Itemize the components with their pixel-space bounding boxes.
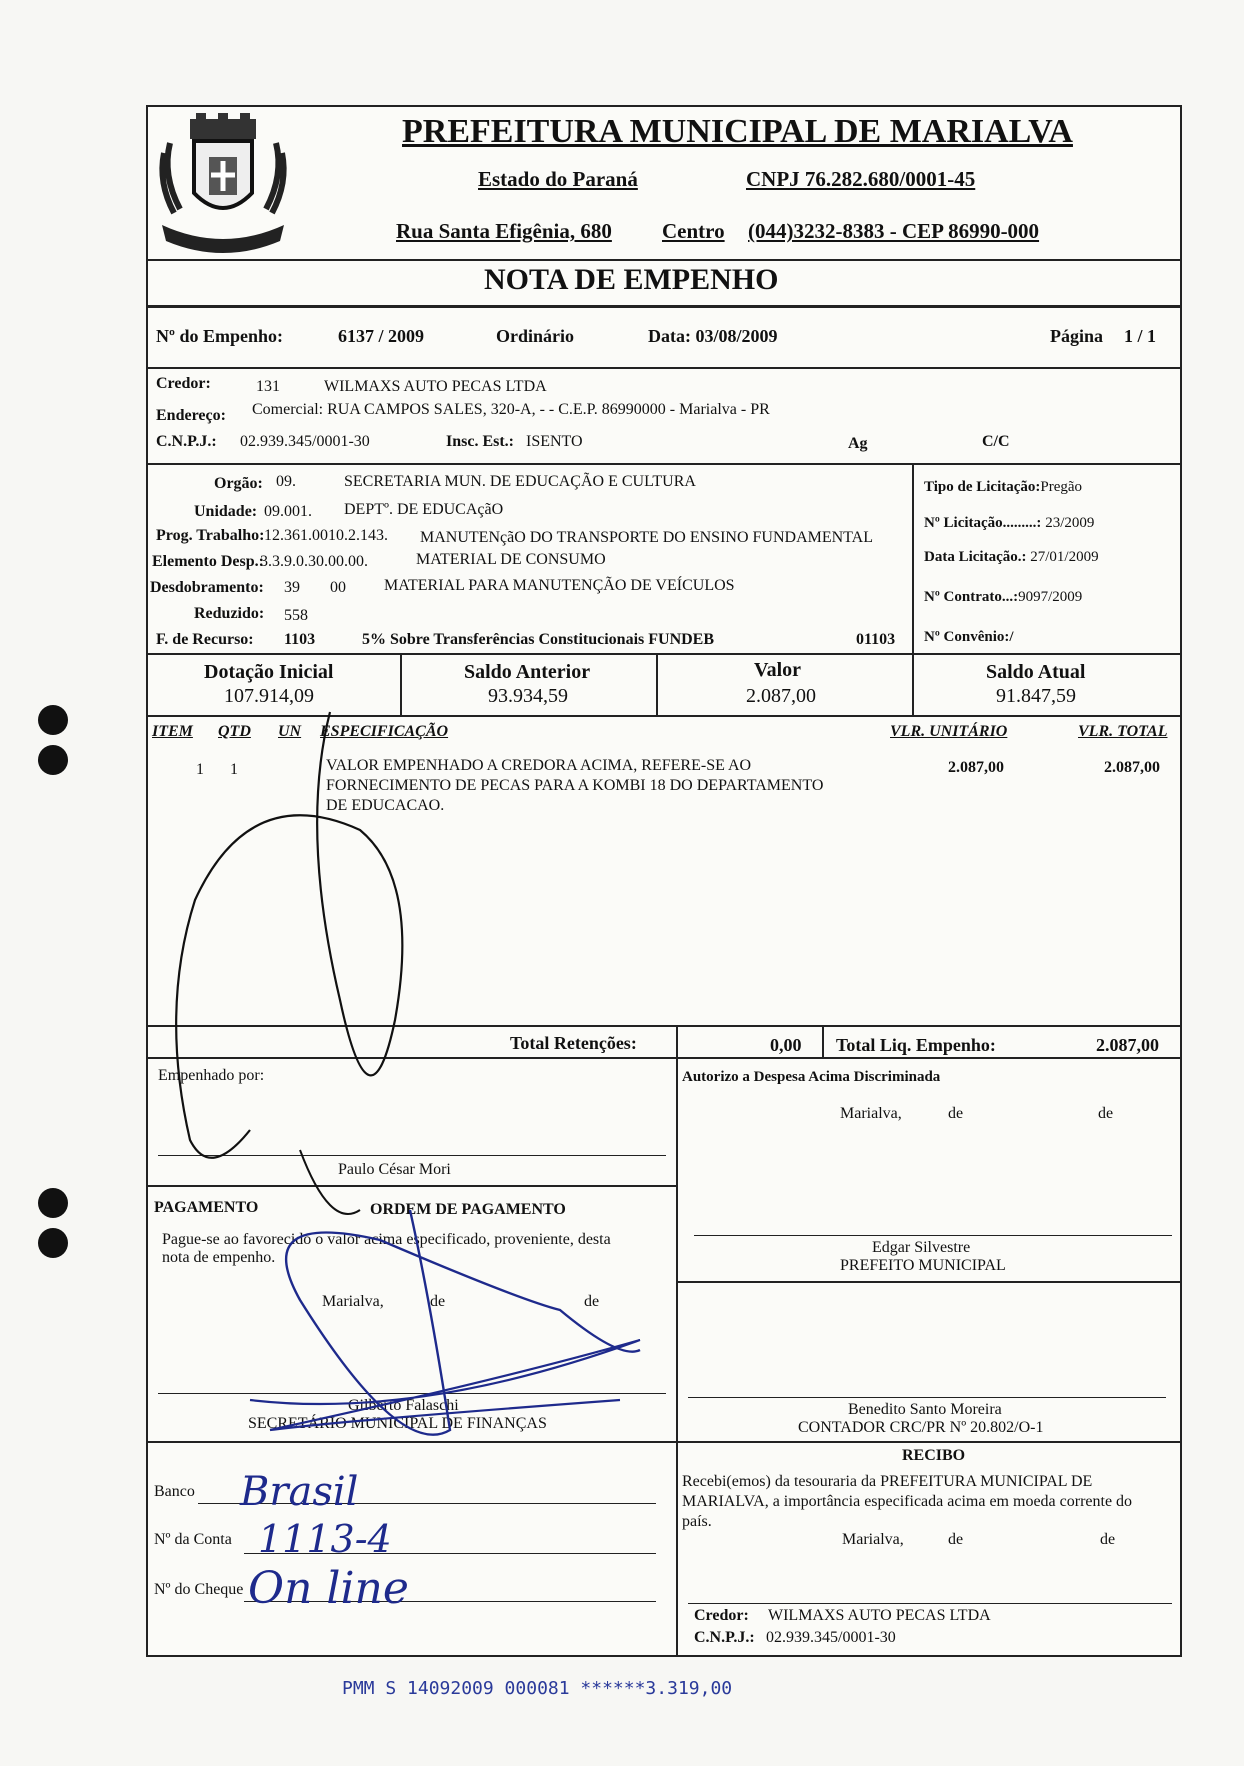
- item-qty: 1: [230, 761, 238, 778]
- handwritten-cheque: On line: [248, 1563, 409, 1614]
- credor-cnpj-label: C.N.P.J.:: [156, 433, 217, 450]
- recibo-credor-name: WILMAXS AUTO PECAS LTDA: [768, 1607, 991, 1624]
- elemento-label: Elemento Desp.:: [152, 553, 264, 570]
- contador-name: Benedito Santo Moreira: [848, 1401, 1002, 1418]
- licitacao-type-label: Tipo de Licitação:Pregão: [924, 479, 1083, 495]
- binder-hole: [38, 1228, 68, 1258]
- recibo-cnpj: 02.939.345/0001-30: [766, 1629, 896, 1646]
- valor-label: Valor: [754, 659, 802, 681]
- desdobramento-sub: 00: [330, 579, 346, 596]
- item-number: 1: [196, 761, 204, 778]
- unidade-code: 09.001.: [264, 503, 312, 520]
- secretario-title: SECRETÁRIO MUNICIPAL DE FINANÇAS: [248, 1415, 547, 1432]
- prog-name: MANUTENçãO DO TRANSPORTE DO ENSINO FUNDAMENTAL: [420, 529, 873, 546]
- handwritten-banco: Brasil: [240, 1469, 359, 1515]
- item-total-value: 2.087,00: [1104, 759, 1160, 776]
- recibo-de1: de: [948, 1531, 964, 1548]
- elemento-code: 3.3.9.0.30.00.00.: [260, 553, 368, 570]
- address-label: Endereço:: [156, 407, 226, 424]
- contador-title: CONTADOR CRC/PR Nº 20.802/O-1: [798, 1419, 1044, 1436]
- credor-address: Comercial: RUA CAMPOS SALES, 320-A, - - C.E.P. 86990000 - Marialva - PR: [252, 401, 770, 418]
- conta-label: Nº da Conta: [154, 1531, 232, 1548]
- page-label: Página: [1050, 326, 1104, 346]
- autorizo-label: Autorizo a Despesa Acima Discriminada: [682, 1069, 941, 1085]
- header-cnpj: CNPJ 76.282.680/0001-45: [746, 167, 976, 191]
- binder-hole: [38, 705, 68, 735]
- orgao-label: Orgão:: [214, 475, 263, 492]
- recurso-extra: 01103: [856, 631, 896, 648]
- prefeito-title: PREFEITO MUNICIPAL: [840, 1257, 1006, 1274]
- credor-code: 131: [256, 378, 280, 395]
- binder-hole: [38, 1188, 68, 1218]
- credor-name: WILMAXS AUTO PECAS LTDA: [324, 378, 547, 395]
- pagamento-de2: de: [584, 1293, 600, 1310]
- item-unit-value: 2.087,00: [948, 759, 1004, 776]
- recurso-code: 1103: [284, 631, 316, 648]
- ie-value: ISENTO: [526, 433, 583, 450]
- pagamento-label: PAGAMENTO: [154, 1199, 259, 1216]
- account-label: C/C: [982, 433, 1010, 450]
- col-spec-header: ESPECIFICAÇÃO: [320, 723, 449, 740]
- col-un-header: UN: [278, 723, 302, 740]
- saldo-anterior-label: Saldo Anterior: [464, 661, 591, 683]
- recibo-de2: de: [1100, 1531, 1116, 1548]
- total-liquido-value: 2.087,00: [1096, 1035, 1159, 1055]
- header-street: Rua Santa Efigênia, 680: [396, 219, 612, 243]
- desdobramento-code: 39: [284, 579, 300, 596]
- autorizo-de2: de: [1098, 1105, 1114, 1122]
- agency-label: Ag: [848, 435, 868, 452]
- retencoes-label: Total Retenções:: [510, 1033, 637, 1053]
- orgao-name: SECRETARIA MUN. DE EDUCAÇÃO E CULTURA: [344, 473, 696, 490]
- credor-label: Credor:: [156, 375, 211, 392]
- empenho-number-label: Nº do Empenho:: [156, 326, 283, 346]
- prog-label: Prog. Trabalho:: [156, 527, 265, 544]
- recibo-line3: país.: [682, 1513, 712, 1530]
- col-total-value-header: VLR. TOTAL: [1078, 723, 1168, 740]
- autorizo-de1: de: [948, 1105, 964, 1122]
- prog-code: 12.361.0010.2.143.: [264, 527, 388, 544]
- banco-label: Banco: [154, 1483, 195, 1500]
- empenhado-por-name: Paulo César Mori: [338, 1161, 451, 1178]
- header-phone-cep: (044)3232-8383 - CEP 86990-000: [748, 219, 1040, 243]
- pague-se-line1: Pague-se ao favorecido o valor acima especificado, proveniente, desta: [162, 1231, 611, 1248]
- reduzido-label: Reduzido:: [194, 605, 265, 622]
- recibo-line1: Recebi(emos) da tesouraria da PREFEITURA MUNICIPAL DE: [682, 1473, 1093, 1490]
- orgao-code: 09.: [276, 473, 296, 490]
- convenio-number: Nº Convênio:/: [924, 629, 1014, 645]
- cheque-label: Nº do Cheque: [154, 1581, 244, 1598]
- header-district: Centro: [662, 219, 725, 243]
- empenho-date: Data: 03/08/2009: [648, 326, 778, 346]
- elemento-name: MATERIAL DE CONSUMO: [416, 551, 606, 568]
- saldo-atual-value: 91.847,59: [996, 685, 1076, 707]
- recibo-city: Marialva,: [842, 1531, 904, 1548]
- recibo-credor-label: Credor:: [694, 1607, 749, 1624]
- recibo-line2: MARIALVA, a importância especificada acima em moeda corrente do: [682, 1493, 1133, 1510]
- dotacao-label: Dotação Inicial: [204, 661, 334, 683]
- col-unit-value-header: VLR. UNITÁRIO: [890, 723, 1008, 740]
- handwritten-conta: 1113-4: [258, 1517, 392, 1561]
- empenhado-por-label: Empenhado por:: [158, 1067, 265, 1084]
- desdobramento-label: Desdobramento:: [150, 579, 264, 596]
- coat-of-arms-logo: [154, 113, 292, 263]
- credor-cnpj: 02.939.345/0001-30: [240, 433, 370, 450]
- pagamento-city: Marialva,: [322, 1293, 384, 1310]
- pagamento-de1: de: [430, 1293, 446, 1310]
- licitacao-number: Nº Licitação.........: 23/2009: [924, 515, 1095, 531]
- retencoes-value: 0,00: [770, 1035, 802, 1055]
- header-title: PREFEITURA MUNICIPAL DE MARIALVA: [402, 113, 1073, 150]
- item-spec-line2: FORNECIMENTO DE PECAS PARA A KOMBI 18 DO DEPARTAMENTO: [326, 777, 824, 794]
- autorizo-city: Marialva,: [840, 1105, 902, 1122]
- saldo-anterior-value: 93.934,59: [488, 685, 568, 707]
- saldo-atual-label: Saldo Atual: [986, 661, 1086, 683]
- document-title: NOTA DE EMPENHO: [484, 263, 779, 296]
- reduzido-value: 558: [284, 607, 308, 624]
- prefeito-name: Edgar Silvestre: [872, 1239, 971, 1256]
- item-spec-line1: VALOR EMPENHADO A CREDORA ACIMA, REFERE-SE AO: [326, 757, 752, 774]
- recurso-name: 5% Sobre Transferências Constitucionais FUNDEB: [362, 631, 715, 648]
- total-liquido-label: Total Liq. Empenho:: [836, 1035, 996, 1055]
- unidade-name: DEPTº. DE EDUCAçãO: [344, 501, 504, 518]
- item-spec-line3: DE EDUCACAO.: [326, 797, 445, 814]
- ie-label: Insc. Est.:: [446, 433, 515, 450]
- col-item-header: ITEM: [152, 723, 193, 740]
- licitacao-date: Data Licitação.: 27/01/2009: [924, 549, 1099, 565]
- ordem-pagamento-label: ORDEM DE PAGAMENTO: [370, 1201, 566, 1218]
- valor-value: 2.087,00: [746, 685, 816, 707]
- empenho-number: 6137 / 2009: [338, 326, 425, 346]
- recurso-label: F. de Recurso:: [156, 631, 254, 648]
- dotacao-value: 107.914,09: [224, 685, 314, 707]
- header-state: Estado do Paraná: [478, 167, 638, 191]
- empenho-type: Ordinário: [496, 326, 575, 346]
- page-number: 1 / 1: [1124, 326, 1157, 346]
- contrato-number: Nº Contrato...:9097/2009: [924, 589, 1083, 605]
- recibo-cnpj-label: C.N.P.J.:: [694, 1629, 755, 1646]
- binder-hole: [38, 745, 68, 775]
- col-qtd-header: QTD: [218, 723, 251, 740]
- desdobramento-name: MATERIAL PARA MANUTENÇÃO DE VEÍCULOS: [384, 577, 735, 594]
- unidade-label: Unidade:: [194, 503, 258, 520]
- recibo-title: RECIBO: [902, 1447, 966, 1464]
- nota-de-empenho-form: [146, 105, 1182, 1657]
- payment-stamp: PMM S 14092009 000081 ******3.319,00: [342, 1678, 733, 1699]
- pague-se-line2: nota de empenho.: [162, 1249, 276, 1266]
- secretario-name: Gilberto Falaschi: [348, 1397, 459, 1414]
